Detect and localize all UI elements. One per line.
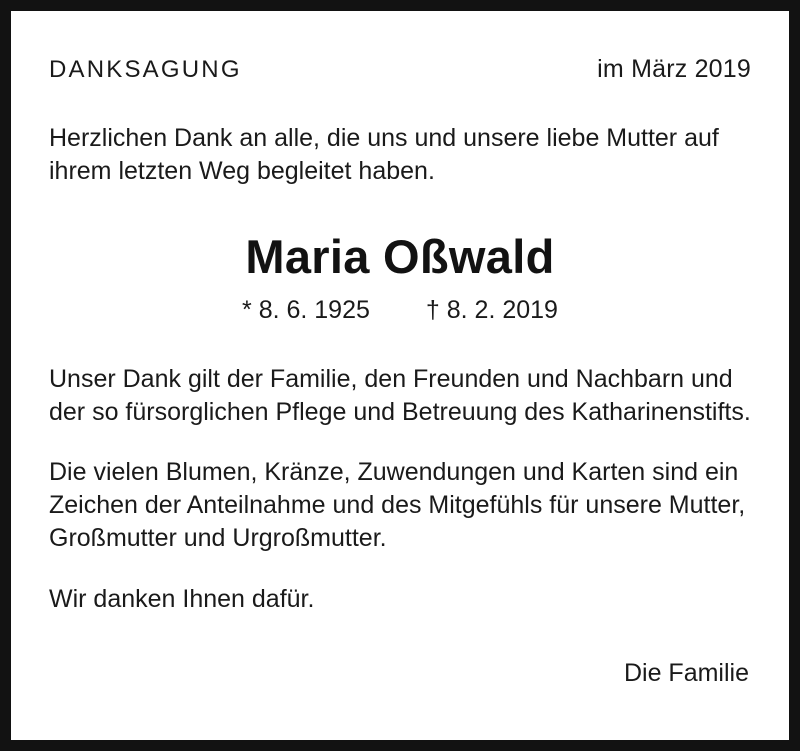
signature-line: Die Familie [623,658,749,687]
deceased-name: Maria Oßwald [245,229,555,283]
birth-date: * 8. 6. 1925 [242,296,370,325]
notice-header [49,55,751,84]
notice-kicker: DANKSAGUNG [49,56,242,83]
notice-dateline: im März 2019 [597,55,751,83]
thanks-paragraph-1: Unser Dank gilt der Familie, den Freunden und Nachbarn und der so fürsorglichen Pflege und Betreuung des Katharinenstifts. [49,365,751,427]
thanks-paragraph-3: Wir danken Ihnen dafür. [49,585,315,614]
thanks-paragraph-2: Die vielen Blumen, Kränze, Zuwendungen und Karten sind ein Zeichen der Anteilnahme und des Mitgefühls für unsere Mutter, Großmutter und Urgroßmutter. [49,457,746,553]
deceased-name-block [49,231,751,326]
death-date: † 8. 2. 2019 [425,296,558,325]
intro-paragraph: Herzlichen Dank an alle, die uns und unsere liebe Mutter auf ihrem letzten Weg begleitet haben. [49,124,719,186]
life-dates [49,296,751,325]
